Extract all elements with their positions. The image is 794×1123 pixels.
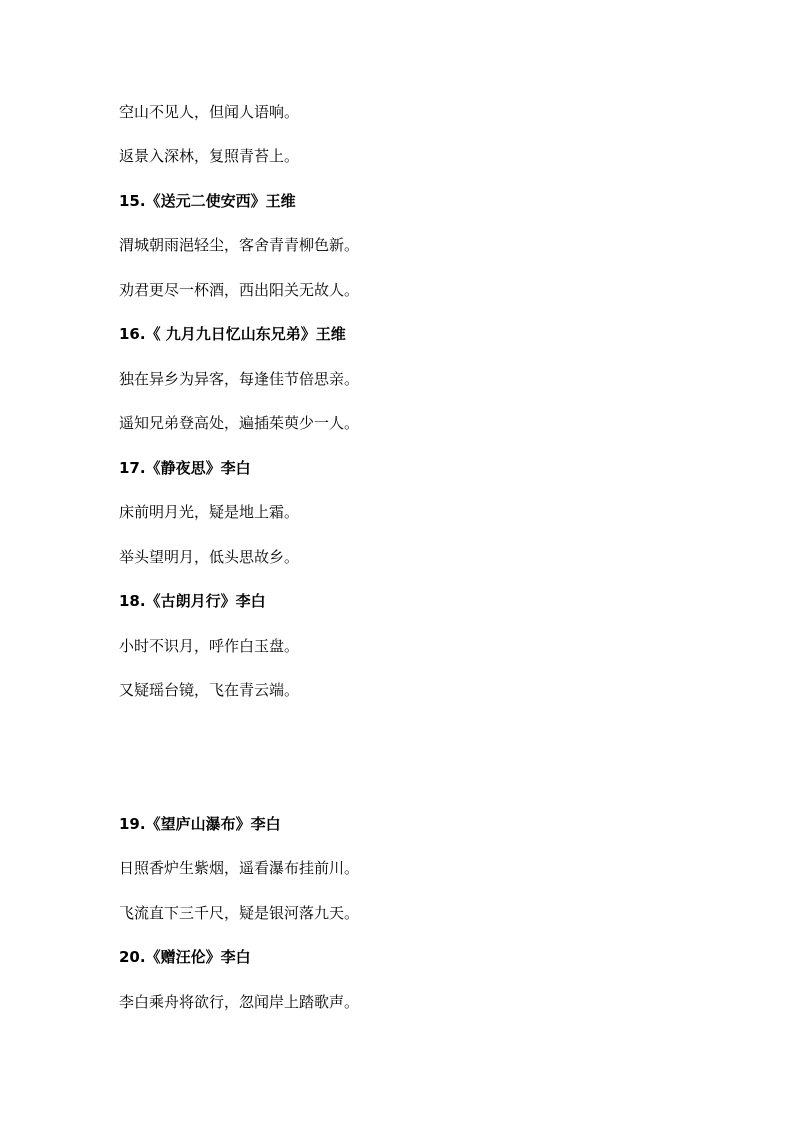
verse-line: 又疑瑶台镜，飞在青云端。 <box>119 681 300 699</box>
verse-line: 飞流直下三千尺，疑是银河落九天。 <box>119 904 360 922</box>
verse-line: 返景入深林，复照青苔上。 <box>119 147 300 165</box>
verse-line: 渭城朝雨浥轻尘，客舍青青柳色新。 <box>119 236 360 254</box>
verse-line: 遥知兄弟登高处，遍插茱萸少一人。 <box>119 414 360 432</box>
poem-title: 19.《望庐山瀑布》李白 <box>119 815 281 833</box>
verse-line: 床前明月光，疑是地上霜。 <box>119 503 300 521</box>
verse-line: 小时不识月，呼作白玉盘。 <box>119 637 300 655</box>
verse-line: 举头望明月，低头思故乡。 <box>119 548 300 566</box>
verse-line: 日照香炉生紫烟，遥看瀑布挂前川。 <box>119 859 360 877</box>
poem-title: 17.《静夜思》李白 <box>119 459 251 477</box>
verse-line: 独在异乡为异客，每逢佳节倍思亲。 <box>119 370 360 388</box>
poem-title: 16.《 九月九日忆山东兄弟》王维 <box>119 325 346 343</box>
poem-title: 20.《赠汪伦》李白 <box>119 948 251 966</box>
poem-title: 18.《古朗月行》李白 <box>119 592 266 610</box>
verse-line: 空山不见人，但闻人语响。 <box>119 103 300 121</box>
verse-line: 劝君更尽一杯酒，西出阳关无故人。 <box>119 281 360 299</box>
verse-line: 李白乘舟将欲行，忽闻岸上踏歌声。 <box>119 993 360 1011</box>
poem-title: 15.《送元二使安西》王维 <box>119 192 296 210</box>
